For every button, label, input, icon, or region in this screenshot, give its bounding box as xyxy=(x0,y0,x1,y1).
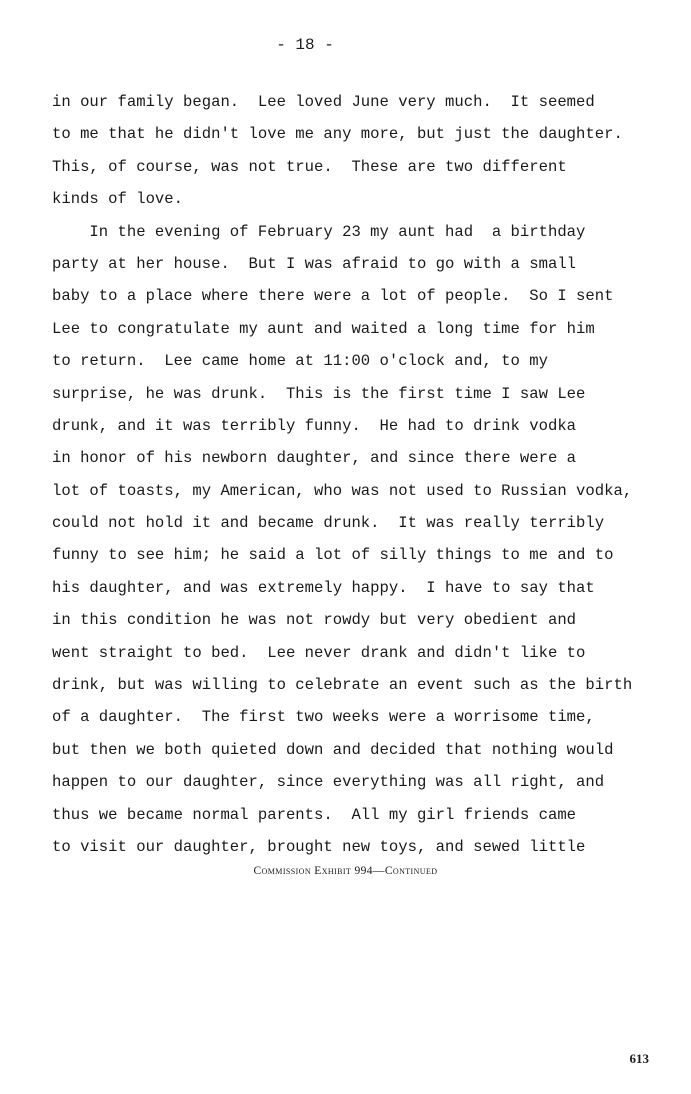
text-line: drunk, and it was terribly funny. He had to drink vodka xyxy=(52,416,577,435)
text-line: kinds of love. xyxy=(52,190,184,209)
text-line: could not hold it and became drunk. It was really terribly xyxy=(52,514,605,533)
text-line: funny to see him; he said a lot of silly things to me and to xyxy=(52,546,614,565)
text-line: Lee to congratulate my aunt and waited a long time for him xyxy=(52,319,595,338)
text-line: lot of toasts, my American, who was not used to Russian vodka, xyxy=(52,481,633,500)
printed-page-number: 613 xyxy=(629,1051,649,1066)
text-line: in this condition he was not rowdy but very obedient and xyxy=(52,611,577,630)
text-line: happen to our daughter, since everything was all right, and xyxy=(52,773,605,792)
text-line: in honor of his newborn daughter, and since there were a xyxy=(52,449,577,468)
text-line: This, of course, was not true. These are two different xyxy=(52,157,567,176)
text-line: his daughter, and was extremely happy. I have to say that xyxy=(52,578,595,597)
text-line: drink, but was willing to celebrate an event such as the birth xyxy=(52,676,633,695)
typed-page-number: - 18 - xyxy=(276,36,334,54)
text-line: baby to a place where there were a lot of people. So I sent xyxy=(52,287,614,306)
text-line: thus we became normal parents. All my girl friends came xyxy=(52,805,577,824)
letter-body xyxy=(52,86,662,863)
text-line: went straight to bed. Lee never drank and didn't like to xyxy=(52,643,586,662)
text-line: surprise, he was drunk. This is the first time I saw Lee xyxy=(52,384,586,403)
text-line: but then we both quieted down and decided that nothing would xyxy=(52,740,614,759)
text-line: In the evening of February 23 my aunt had a birthday xyxy=(52,222,586,241)
text-line: in our family began. Lee loved June very much. It seemed xyxy=(52,93,595,111)
exhibit-caption: Commission Exhibit 994—Continued xyxy=(253,865,438,877)
text-line: of a daughter. The first two weeks were a worrisome time, xyxy=(52,708,595,727)
text-line: to return. Lee came home at 11:00 o'clock and, to my xyxy=(52,352,548,371)
text-line: to me that he didn't love me any more, but just the daughter. xyxy=(52,125,623,144)
text-line: party at her house. But I was afraid to go with a small xyxy=(52,254,577,273)
text-line: to visit our daughter, brought new toys, and sewed little xyxy=(52,837,586,856)
